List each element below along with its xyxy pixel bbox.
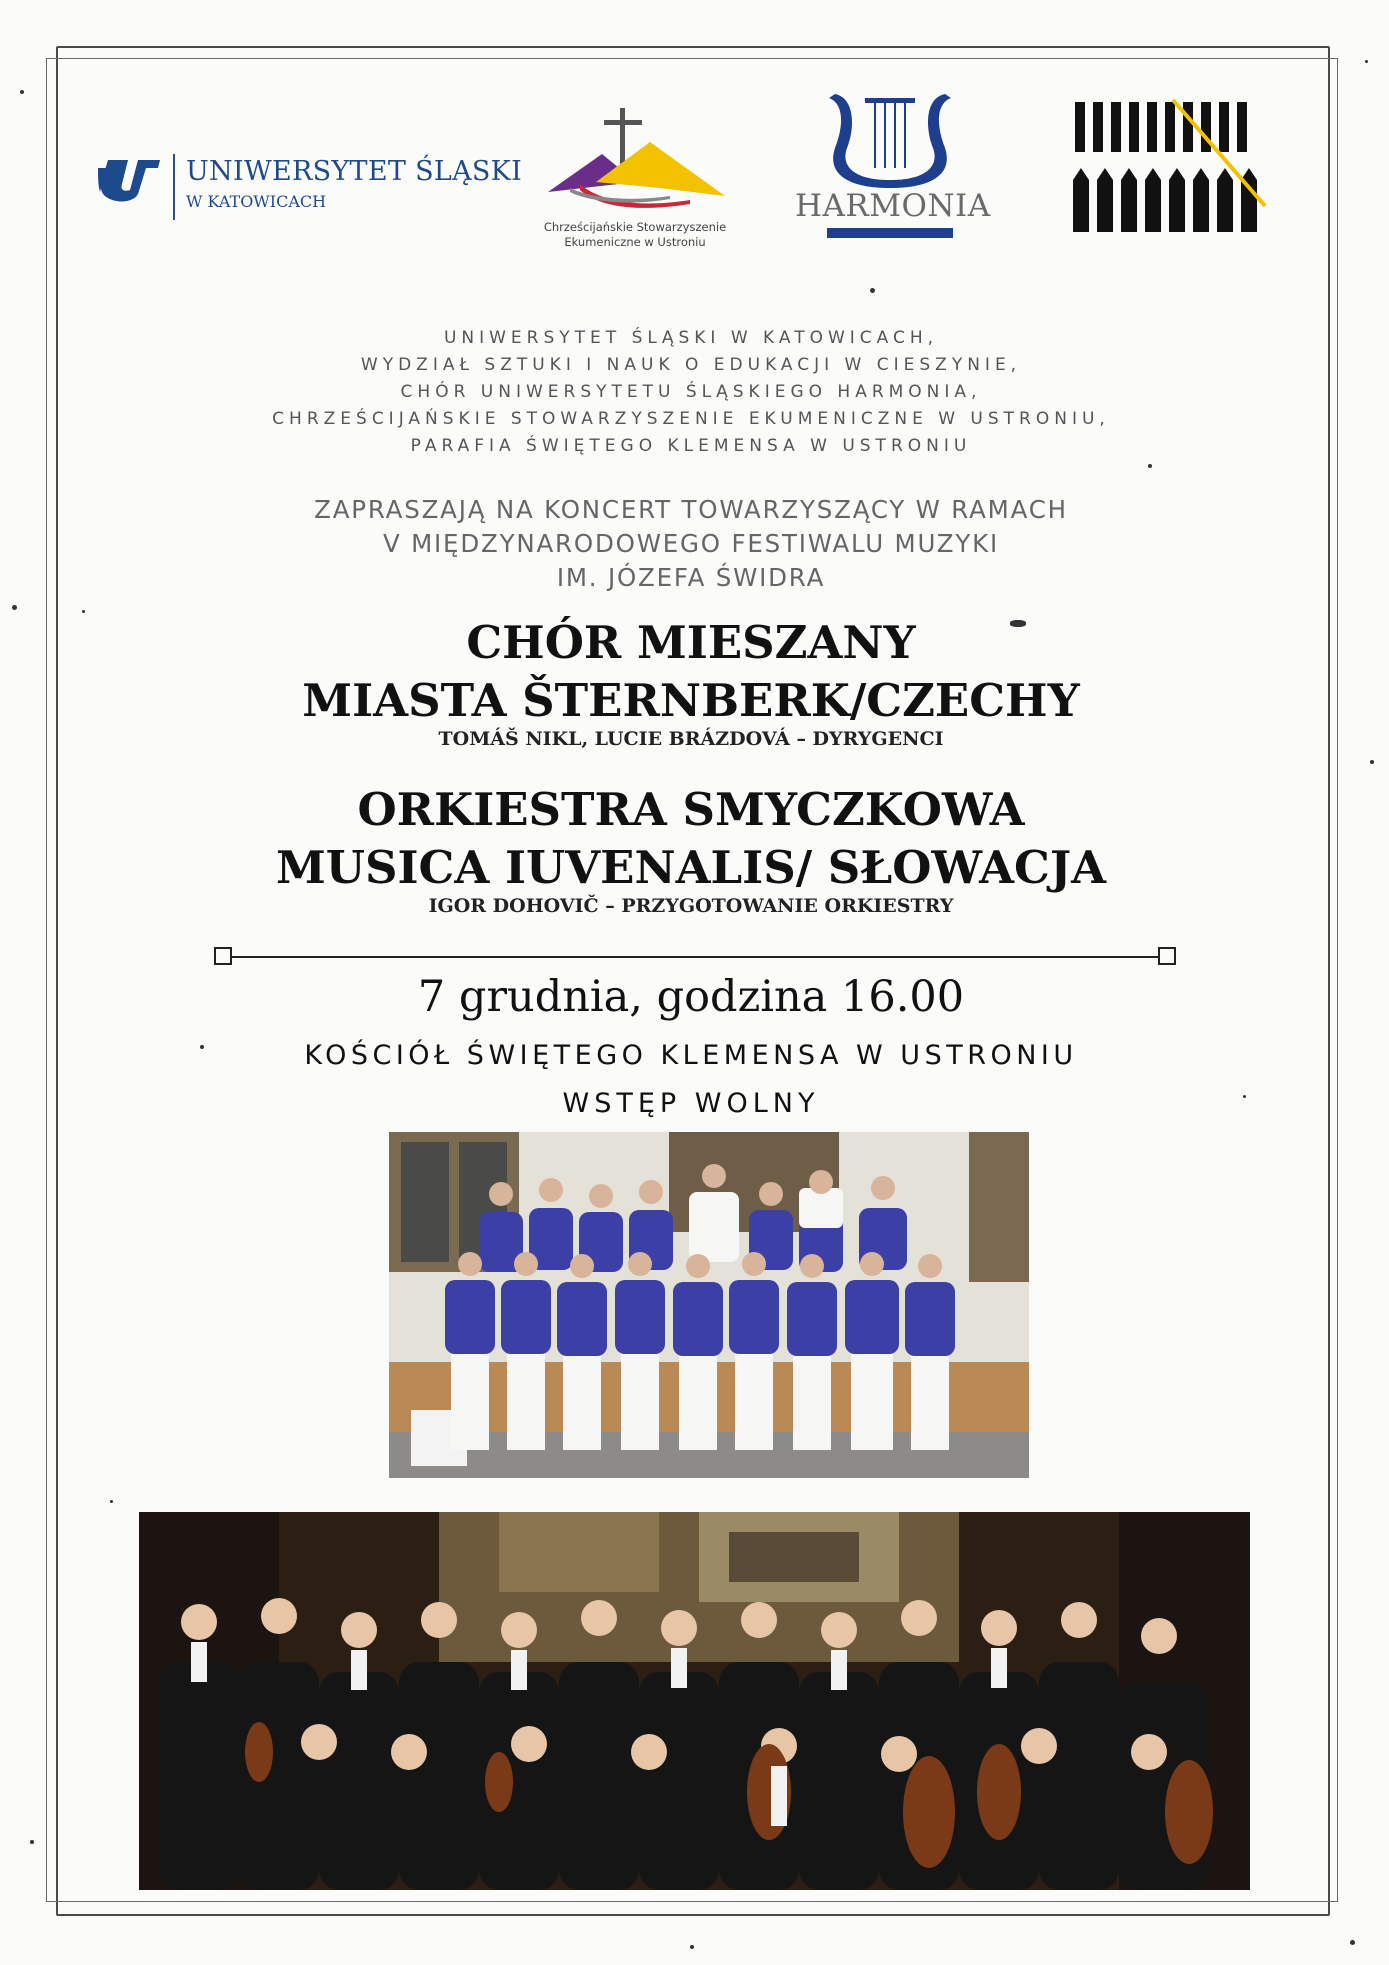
- divider-end-box-right: [1158, 947, 1176, 965]
- university-us-logo-icon: [98, 158, 162, 204]
- ensemble-orchestra-line-2: MUSICA IUVENALIS/ SŁOWACJA: [275, 841, 1107, 894]
- ensemble-orchestra-preparation: IGOR DOHOVIČ – PRZYGOTOWANIE ORKIESTRY: [428, 895, 954, 917]
- organizer-line: WYDZIAŁ SZTUKI I NAUK O EDUKACJI W CIESZYNIE,: [360, 355, 1022, 375]
- divider-end-box-left: [214, 947, 232, 965]
- invitation-block: [46, 493, 1336, 595]
- organizer-line: UNIWERSYTET ŚLĄSKI W KATOWICACH,: [443, 328, 939, 348]
- ensemble-choir-title: [46, 614, 1336, 730]
- university-logo: [98, 152, 523, 232]
- organizers-block: [46, 325, 1336, 460]
- invitation-line: IM. JÓZEFA ŚWIDRA: [556, 563, 826, 592]
- event-datetime: 7 grudnia, godzina 16.00: [417, 972, 965, 1022]
- invitation-line: ZAPRASZAJĄ NA KONCERT TOWARZYSZĄCY W RAMACH: [314, 495, 1068, 524]
- section-divider: [230, 956, 1160, 958]
- ensemble-choir-conductors: TOMÁŠ NIKL, LUCIE BRÁZDOVÁ – DYRYGENCI: [438, 728, 944, 750]
- ensemble-orchestra-title: [46, 781, 1336, 897]
- harmonia-logo: [795, 88, 991, 248]
- university-name: UNIWERSYTET ŚLĄSKI: [186, 156, 523, 187]
- ecumenical-association-logo: [540, 104, 730, 254]
- ensemble-choir-line-2: MIASTA ŠTERNBERK/CZECHY: [302, 674, 1080, 727]
- choir-photo: [389, 1132, 1029, 1478]
- lyre-logo-icon: [795, 88, 985, 188]
- ensemble-orchestra-line-1: ORKIESTRA SMYCZKOWA: [357, 783, 1025, 836]
- organizer-line: PARAFIA ŚWIĘTEGO KLEMENSA W USTRONIU: [410, 436, 972, 456]
- organizer-line: CHRZEŚCIJAŃSKIE STOWARZYSZENIE EKUMENICZNE W USTRONIU,: [272, 409, 1110, 429]
- event-venue: KOŚCIÓŁ ŚWIĘTEGO KLEMENSA W USTRONIU: [304, 1040, 1078, 1071]
- ecumenical-caption: [540, 220, 730, 250]
- harmonia-wordmark: HARMONIA: [795, 188, 991, 224]
- university-subtitle: W KATOWICACH: [186, 192, 327, 211]
- ecumenical-caption-line-2: Ekumeniczne w Ustroniu: [564, 235, 706, 249]
- university-logo-divider: [173, 154, 175, 220]
- ensemble-choir-line-1: CHÓR MIESZANY: [466, 616, 916, 669]
- orchestra-photo: [139, 1512, 1250, 1890]
- cross-mountains-logo-icon: [540, 104, 730, 216]
- event-entry: WSTĘP WOLNY: [562, 1088, 820, 1119]
- invitation-line: V MIĘDZYNARODOWEGO FESTIWALU MUZYKI: [382, 529, 1000, 558]
- ecumenical-caption-line-1: Chrześcijańskie Stowarzyszenie: [543, 220, 727, 234]
- choir-logo: [1073, 96, 1273, 236]
- organizer-line: CHÓR UNIWERSYTETU ŚLĄSKIEGO HARMONIA,: [400, 382, 982, 402]
- harmonia-underline: [827, 228, 953, 238]
- choir-conductor-logo-icon: [1073, 96, 1273, 236]
